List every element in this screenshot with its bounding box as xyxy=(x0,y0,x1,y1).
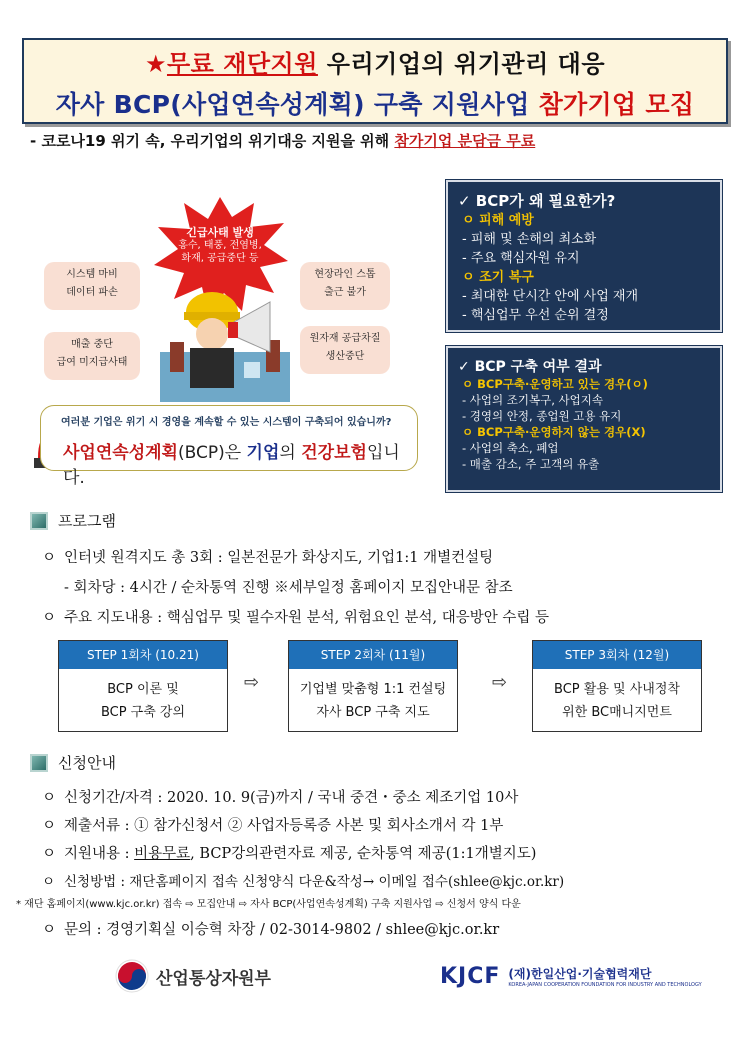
callout-text: 생산중단 xyxy=(325,351,365,362)
bcp-result-panel xyxy=(446,346,722,492)
burst-text xyxy=(168,226,272,265)
callout-text: 현장라인 스톱 xyxy=(314,269,376,280)
notice-company: 기업 xyxy=(246,443,280,463)
bullet-icon: ㅇ xyxy=(42,790,57,806)
panel1-r1: - 피해 및 손해의 최소화 xyxy=(462,232,597,247)
bullet-icon: ㅇ xyxy=(42,846,57,862)
title-box xyxy=(22,38,728,124)
panel2-r2: - 경영의 안정, 종업원 고용 유지 xyxy=(462,409,622,423)
title-line2-main: 자사 BCP(사업연속성계획) 구축 지원사업 xyxy=(55,90,539,119)
step-line: BCP 구축 강의 xyxy=(100,705,186,720)
subtitle-highlight: 참가기업 분담금 무료 xyxy=(394,132,536,150)
notice-main xyxy=(63,438,417,488)
apply-line5 xyxy=(42,918,499,939)
subtitle xyxy=(30,130,535,151)
worker-megaphone-icon xyxy=(150,282,300,402)
step-head: STEP 1회차 (10.21) xyxy=(59,641,227,669)
step-card-2 xyxy=(288,640,458,732)
apply-free: 비용무료 xyxy=(134,846,191,862)
step-card-3 xyxy=(532,640,702,732)
apply-line4 xyxy=(42,870,564,890)
bullet-icon: ㅇ xyxy=(42,610,57,626)
notice-text: 의 xyxy=(279,443,302,463)
apply-text: , BCP강의관련자료 제공, 순차통역 제공(1:1개별지도) xyxy=(190,846,537,862)
program-line2: - 회차당 : 4시간 / 순차통역 진행 ※세부일정 홈페이지 모집안내문 참조 xyxy=(64,580,513,596)
callout-text: 급여 미지급사태 xyxy=(56,357,128,368)
foundation-name-ko: (재)한일산업·기술협력재단 xyxy=(508,967,652,981)
apply-text: 지원내용 : xyxy=(64,846,135,862)
callout-text: 매출 중단 xyxy=(71,339,113,350)
callout-text: 시스템 마비 xyxy=(66,269,118,280)
title-tag: 무료 재단지원 xyxy=(166,50,318,78)
step-line: 위한 BC매니지먼트 xyxy=(562,705,672,720)
step-body xyxy=(289,669,457,724)
apply-heading-text: 신청안내 xyxy=(58,754,116,772)
kjcf-logo xyxy=(440,964,702,989)
bcp-notice xyxy=(40,405,418,488)
panel1-h1: ㅇ 피해 예방 xyxy=(462,213,534,228)
notice-insurance: 건강보험 xyxy=(301,443,367,463)
star-icon: ★ xyxy=(144,50,167,78)
panel2-h2: ㅇ BCP구축·운영하지 않는 경우(X) xyxy=(462,425,646,439)
step-line: BCP 이론 및 xyxy=(107,682,179,697)
step-body xyxy=(533,669,701,724)
panel1-title: ✓ BCP가 왜 필요한가? xyxy=(458,192,616,210)
panel1-r3: - 최대한 단시간 안에 사업 재개 xyxy=(462,289,639,304)
section-icon xyxy=(30,512,48,530)
program-heading xyxy=(30,510,116,531)
callout-sales xyxy=(44,332,140,380)
callout-text: 출근 불가 xyxy=(324,287,366,298)
apply-text: 제출서류 : ① 참가신청서 ② 사업자등록증 사본 및 회사소개서 각 1부 xyxy=(64,818,504,834)
foundation-name-en: KOREA-JAPAN COOPERATION FOUNDATION FOR INDUSTRY AND TECHNOLOGY xyxy=(508,982,702,988)
callout-supply xyxy=(300,326,390,374)
title-line2-highlight: 참가기업 모집 xyxy=(538,90,695,119)
panel2-r4: - 매출 감소, 주 고객의 유출 xyxy=(462,457,600,471)
bullet-icon: ㅇ xyxy=(42,550,57,566)
program-text: 인터넷 원격지도 총 3회 : 일본전문가 화상지도, 기업1:1 개별컨설팅 xyxy=(64,550,494,566)
apply-text: 신청기간/자격 : 2020. 10. 9(금)까지 / 국내 중견・중소 제조기업 10사 xyxy=(64,790,519,806)
callout-system xyxy=(44,262,140,310)
program-line1 xyxy=(42,546,493,567)
notice-text: (BCP)은 xyxy=(177,443,247,463)
bullet-icon: ㅇ xyxy=(42,818,57,834)
apply-text: 문의 : 경영기획실 이승혁 차장 / 02-3014-9802 / shlee@kjc.or.kr xyxy=(64,922,500,938)
step-body xyxy=(59,669,227,724)
panel1-r4: - 핵심업무 우선 순위 결정 xyxy=(462,308,609,323)
notice-question: 여러분 기업은 위기 시 경영을 계속할 수 있는 시스템이 구축되어 있습니까? xyxy=(61,417,392,428)
burst-title: 긴급사태 발생 xyxy=(186,226,254,239)
panel2-r1: - 사업의 조기복구, 사업지속 xyxy=(462,393,603,407)
apply-line3 xyxy=(42,842,536,863)
bullet-icon: ㅇ xyxy=(42,874,56,890)
ministry-name: 산업통상자원부 xyxy=(156,968,271,989)
kjcf-mark: KJCF xyxy=(440,964,501,989)
arrow-right-icon: ⇨ xyxy=(492,672,508,693)
ministry-logo xyxy=(114,958,271,994)
panel2-r3: - 사업의 축소, 폐업 xyxy=(462,441,559,455)
step-card-1 xyxy=(58,640,228,732)
apply-note: * 재단 홈페이지(www.kjc.or.kr) 접속 ⇨ 모집안내 ⇨ 자사 BCP(사업연속성계획) 구축 지원사업 ⇨ 신청서 양식 다운 xyxy=(16,899,521,910)
panel2-h1: ㅇ BCP구축·운영하고 있는 경우(ㅇ) xyxy=(462,377,648,391)
subtitle-prefix: - 코로나19 위기 속, 우리기업의 위기대응 지원을 위해 xyxy=(30,132,395,150)
why-bcp-panel xyxy=(446,180,722,332)
bullet-icon: ㅇ xyxy=(42,922,57,938)
burst-line1: 홍수, 태풍, 전염병, xyxy=(178,240,262,251)
kjcf-text xyxy=(508,965,701,988)
callout-line-stop xyxy=(300,262,390,310)
section-icon xyxy=(30,754,48,772)
title-line2 xyxy=(24,85,726,121)
apply-line1 xyxy=(42,786,518,807)
panel1-h2: ㅇ 조기 복구 xyxy=(462,270,534,285)
apply-heading xyxy=(30,752,116,773)
arrow-right-icon: ⇨ xyxy=(244,672,260,693)
apply-text: 신청방법 : 재단홈페이지 접속 신청양식 다운&작성→ 이메일 접수(shlee@kjc.or.kr) xyxy=(64,874,565,890)
panel2-title: ✓ BCP 구축 여부 결과 xyxy=(458,359,602,375)
step-head: STEP 2회차 (11월) xyxy=(289,641,457,669)
notice-bcp: 사업연속성계획 xyxy=(63,443,178,463)
step-line: 기업별 맞춤형 1:1 컨설팅 xyxy=(299,682,447,697)
title-line1 xyxy=(24,44,726,79)
panel1-r2: - 주요 핵심자원 유지 xyxy=(462,251,580,266)
step-line: BCP 활용 및 사내정착 xyxy=(554,682,680,697)
callout-text: 원자재 공급차질 xyxy=(309,333,381,344)
title-line1-rest: 우리기업의 위기관리 대응 xyxy=(317,50,606,78)
step-head: STEP 3회차 (12월) xyxy=(533,641,701,669)
step-line: 자사 BCP 구축 지도 xyxy=(316,705,430,720)
apply-line2 xyxy=(42,814,503,835)
burst-line2: 화재, 공급중단 등 xyxy=(181,253,259,264)
program-heading-text: 프로그램 xyxy=(58,512,116,530)
taegeuk-icon xyxy=(114,958,150,994)
callout-text: 데이터 파손 xyxy=(66,287,118,298)
notice-text: 입니다. xyxy=(63,443,400,488)
program-text: 주요 지도내용 : 핵심업무 및 필수자원 분석, 위험요인 분석, 대응방안 수립 등 xyxy=(64,610,550,626)
program-line3 xyxy=(42,606,549,627)
